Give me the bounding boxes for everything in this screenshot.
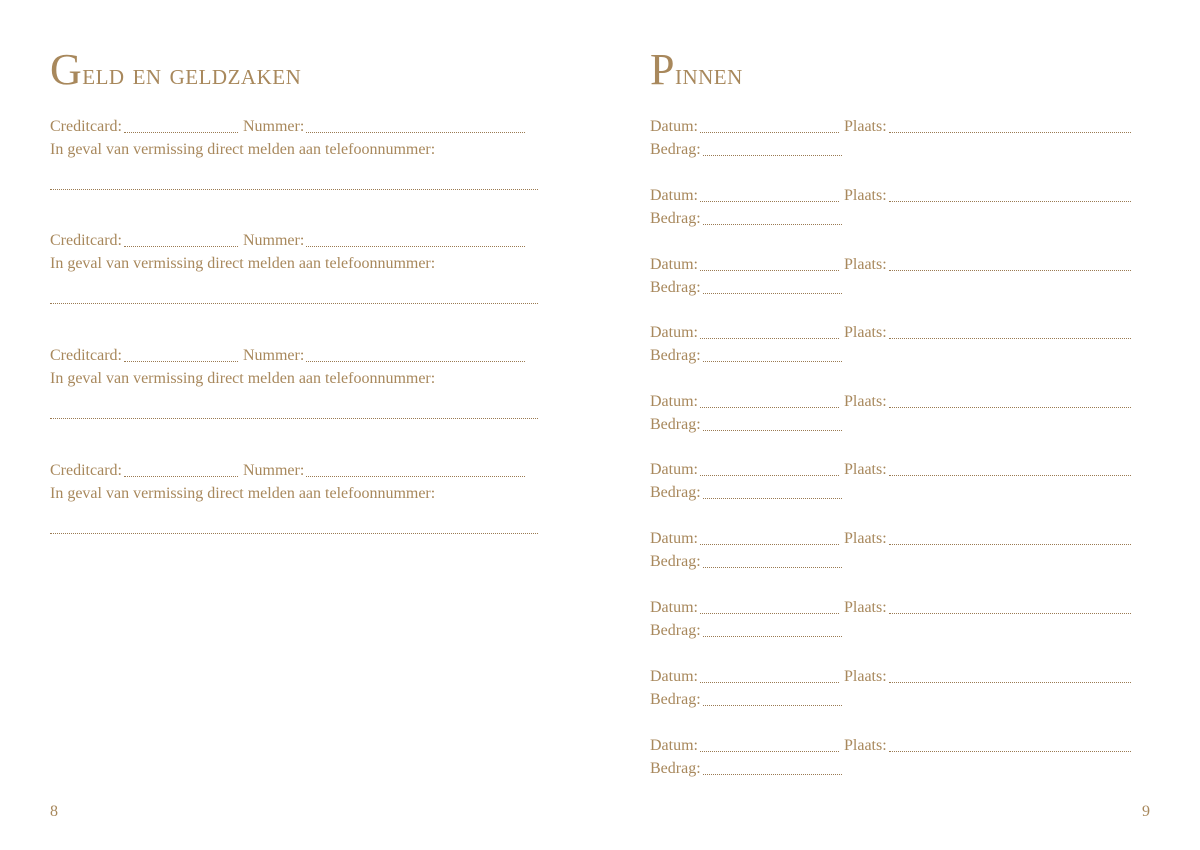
datum-field[interactable] xyxy=(700,118,839,133)
page-number-right: 9 xyxy=(1142,803,1150,820)
nummer-label: Nummer: xyxy=(242,232,305,249)
bedrag-field[interactable] xyxy=(703,691,842,706)
plaats-label: Plaats: xyxy=(844,668,887,685)
telefoonnummer-field[interactable] xyxy=(50,189,538,190)
bedrag-label: Bedrag: xyxy=(650,141,701,158)
datum-field[interactable] xyxy=(700,461,839,476)
vermissing-text: In geval van vermissing direct melden aan telefoonnummer: xyxy=(50,485,436,502)
nummer-field[interactable] xyxy=(306,347,525,362)
pin-entry xyxy=(650,323,1140,369)
bedrag-field[interactable] xyxy=(703,622,842,637)
creditcard-field[interactable] xyxy=(124,462,238,477)
title-rest: eld en geldzaken xyxy=(82,58,302,91)
nummer-field[interactable] xyxy=(306,232,525,247)
pin-entry xyxy=(650,255,1140,301)
plaats-field[interactable] xyxy=(889,461,1131,476)
bedrag-label: Bedrag: xyxy=(650,210,701,227)
creditcard-label: Creditcard: xyxy=(50,118,122,135)
creditcard-label: Creditcard: xyxy=(50,462,122,479)
pin-entry xyxy=(650,667,1140,713)
creditcard-field[interactable] xyxy=(124,232,238,247)
datum-label: Datum: xyxy=(650,668,698,685)
telefoonnummer-field[interactable] xyxy=(50,533,538,534)
datum-label: Datum: xyxy=(650,737,698,754)
bedrag-field[interactable] xyxy=(703,553,842,568)
bedrag-label: Bedrag: xyxy=(650,484,701,501)
page-number-left: 8 xyxy=(50,803,58,820)
pin-entry xyxy=(650,392,1140,438)
bedrag-field[interactable] xyxy=(703,484,842,499)
bedrag-label: Bedrag: xyxy=(650,416,701,433)
page-title-geld xyxy=(50,44,301,95)
datum-label: Datum: xyxy=(650,324,698,341)
datum-field[interactable] xyxy=(700,737,839,752)
plaats-label: Plaats: xyxy=(844,393,887,410)
plaats-label: Plaats: xyxy=(844,461,887,478)
creditcard-entry xyxy=(50,117,538,227)
nummer-label: Nummer: xyxy=(242,347,305,364)
datum-label: Datum: xyxy=(650,599,698,616)
bedrag-field[interactable] xyxy=(703,210,842,225)
datum-field[interactable] xyxy=(700,256,839,271)
plaats-label: Plaats: xyxy=(844,187,887,204)
plaats-field[interactable] xyxy=(889,256,1131,271)
bedrag-field[interactable] xyxy=(703,141,842,156)
bedrag-label: Bedrag: xyxy=(650,553,701,570)
datum-field[interactable] xyxy=(700,530,839,545)
creditcard-entry xyxy=(50,346,538,456)
plaats-label: Plaats: xyxy=(844,324,887,341)
right-page xyxy=(600,0,1200,850)
creditcard-field[interactable] xyxy=(124,118,238,133)
pin-entry xyxy=(650,460,1140,506)
nummer-label: Nummer: xyxy=(242,462,305,479)
plaats-field[interactable] xyxy=(889,737,1131,752)
title-rest: innen xyxy=(674,58,743,91)
vermissing-text: In geval van vermissing direct melden aan telefoonnummer: xyxy=(50,255,436,272)
creditcard-label: Creditcard: xyxy=(50,347,122,364)
plaats-field[interactable] xyxy=(889,599,1131,614)
plaats-field[interactable] xyxy=(889,530,1131,545)
plaats-label: Plaats: xyxy=(844,530,887,547)
vermissing-text: In geval van vermissing direct melden aan telefoonnummer: xyxy=(50,370,436,387)
datum-label: Datum: xyxy=(650,530,698,547)
telefoonnummer-field[interactable] xyxy=(50,418,538,419)
plaats-label: Plaats: xyxy=(844,256,887,273)
title-initial: P xyxy=(650,45,675,94)
datum-field[interactable] xyxy=(700,187,839,202)
bedrag-field[interactable] xyxy=(703,279,842,294)
creditcard-label: Creditcard: xyxy=(50,232,122,249)
bedrag-label: Bedrag: xyxy=(650,760,701,777)
bedrag-label: Bedrag: xyxy=(650,347,701,364)
datum-field[interactable] xyxy=(700,599,839,614)
pin-entry xyxy=(650,117,1140,163)
plaats-label: Plaats: xyxy=(844,599,887,616)
telefoonnummer-field[interactable] xyxy=(50,303,538,304)
pin-entry xyxy=(650,598,1140,644)
datum-label: Datum: xyxy=(650,393,698,410)
datum-field[interactable] xyxy=(700,668,839,683)
title-initial: G xyxy=(50,45,83,94)
vermissing-text: In geval van vermissing direct melden aan telefoonnummer: xyxy=(50,141,436,158)
datum-label: Datum: xyxy=(650,118,698,135)
bedrag-field[interactable] xyxy=(703,347,842,362)
bedrag-field[interactable] xyxy=(703,416,842,431)
plaats-label: Plaats: xyxy=(844,118,887,135)
nummer-field[interactable] xyxy=(306,462,525,477)
creditcard-entry xyxy=(50,461,538,571)
plaats-field[interactable] xyxy=(889,324,1131,339)
page-title-pinnen xyxy=(650,44,743,95)
bedrag-label: Bedrag: xyxy=(650,622,701,639)
datum-label: Datum: xyxy=(650,256,698,273)
nummer-field[interactable] xyxy=(306,118,525,133)
plaats-field[interactable] xyxy=(889,187,1131,202)
nummer-label: Nummer: xyxy=(242,118,305,135)
datum-field[interactable] xyxy=(700,393,839,408)
plaats-field[interactable] xyxy=(889,118,1131,133)
plaats-field[interactable] xyxy=(889,393,1131,408)
creditcard-field[interactable] xyxy=(124,347,238,362)
plaats-label: Plaats: xyxy=(844,737,887,754)
datum-label: Datum: xyxy=(650,461,698,478)
pin-entry xyxy=(650,529,1140,575)
datum-field[interactable] xyxy=(700,324,839,339)
pin-entry xyxy=(650,186,1140,232)
bedrag-label: Bedrag: xyxy=(650,279,701,296)
datum-label: Datum: xyxy=(650,187,698,204)
plaats-field[interactable] xyxy=(889,668,1131,683)
bedrag-label: Bedrag: xyxy=(650,691,701,708)
pin-entry xyxy=(650,736,1140,782)
creditcard-entry xyxy=(50,231,538,341)
bedrag-field[interactable] xyxy=(703,760,842,775)
